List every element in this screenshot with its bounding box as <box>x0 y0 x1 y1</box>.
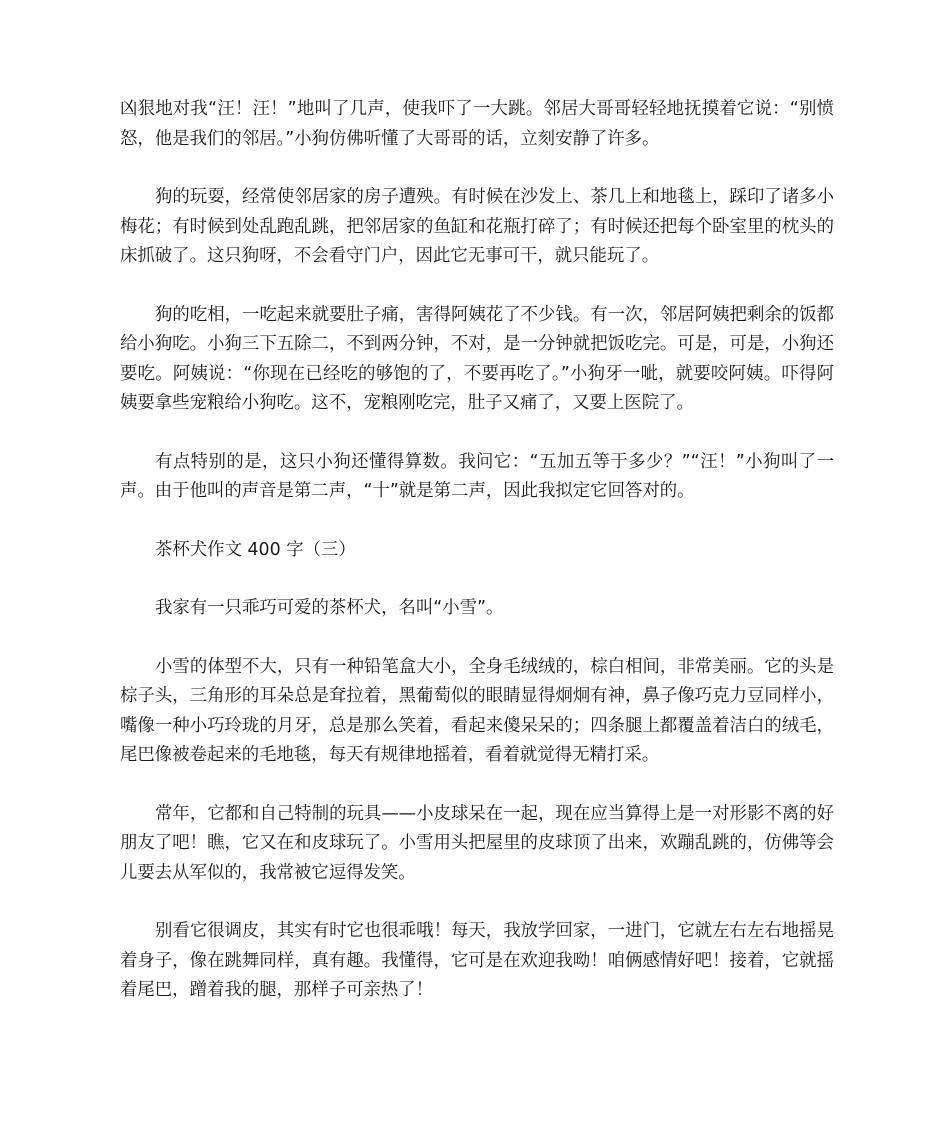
paragraph: 小雪的体型不大，只有一种铅笔盒大小，全身毛绒绒的，棕白相间，非常美丽。它的头是棕子头，三角形的耳朵总是耷拉着，黑葡萄似的眼睛显得炯炯有神，鼻子像巧克力豆同样小，嘴像一种小巧玲珑的月牙，总是那么笑着，看起来傻呆呆的；四条腿上都覆盖着洁白的绒毛，尾巴像被卷起来的毛地毯，每天有规律地摇着，看着就觉得无精打采。 <box>120 656 834 765</box>
paragraph: 常年，它都和自己特制的玩具——小皮球呆在一起，现在应当算得上是一对形影不离的好朋友了吧！瞧，它又在和皮球玩了。小雪用头把屋里的皮球顶了出来，欢蹦乱跳的，仿佛等会儿要去从军似的，我常被它逗得发笑。 <box>120 803 834 883</box>
paragraph: 我家有一只乖巧可爱的茶杯犬，名叫“小雪”。 <box>155 598 504 618</box>
paragraph: 别看它很调皮，其实有时它也很乖哦！每天，我放学回家，一进门，它就左右左右地摇晃着身子，像在跳舞同样，真有趣。我懂得，它可是在欢迎我呦！咱俩感情好吧！接着，它就摇着尾巴，蹭着我的腿，那样子可亲热了！ <box>120 921 834 1000</box>
paragraph: 狗的玩耍，经常使邻居家的房子遭殃。有时候在沙发上、茶几上和地毯上，踩印了诸多小梅花；有时候到处乱跑乱跳，把邻居家的鱼缸和花瓶打碎了；有时候还把每个卧室里的枕头的床抓破了。这只狗呀，不会看守门户，因此它无事可干，就只能玩了。 <box>120 187 834 266</box>
paragraph: 狗的吃相，一吃起来就要肚子痛，害得阿姨花了不少钱。有一次，邻居阿姨把剩余的饭都给小狗吃。小狗三下五除二，不到两分钟，不对，是一分钟就把饭吃完。可是，可是，小狗还要吃。阿姨说：“你现在已经吃的够饱的了，不要再吃了。”小狗牙一呲，就要咬阿姨。吓得阿姨要拿些宠粮给小狗吃。这不，宠粮刚吃完，肚子又痛了，又要上医院了。 <box>120 304 834 413</box>
section-heading: 茶杯犬作文 400 字（三） <box>155 539 356 560</box>
document-page <box>120 95 834 1035</box>
paragraph: 凶狠地对我“汪！汪！”地叫了几声，使我吓了一大跳。邻居大哥哥轻轻地抚摸着它说：“别愤怒，他是我们的邻居。”小狗仿佛听懂了大哥哥的话，立刻安静了许多。 <box>120 99 834 149</box>
paragraph: 有点特别的是，这只小狗还懂得算数。我问它：“五加五等于多少？”“汪！”小狗叫了一声。由于他叫的声音是第二声，“十”就是第二声，因此我拟定它回答对的。 <box>120 451 834 501</box>
